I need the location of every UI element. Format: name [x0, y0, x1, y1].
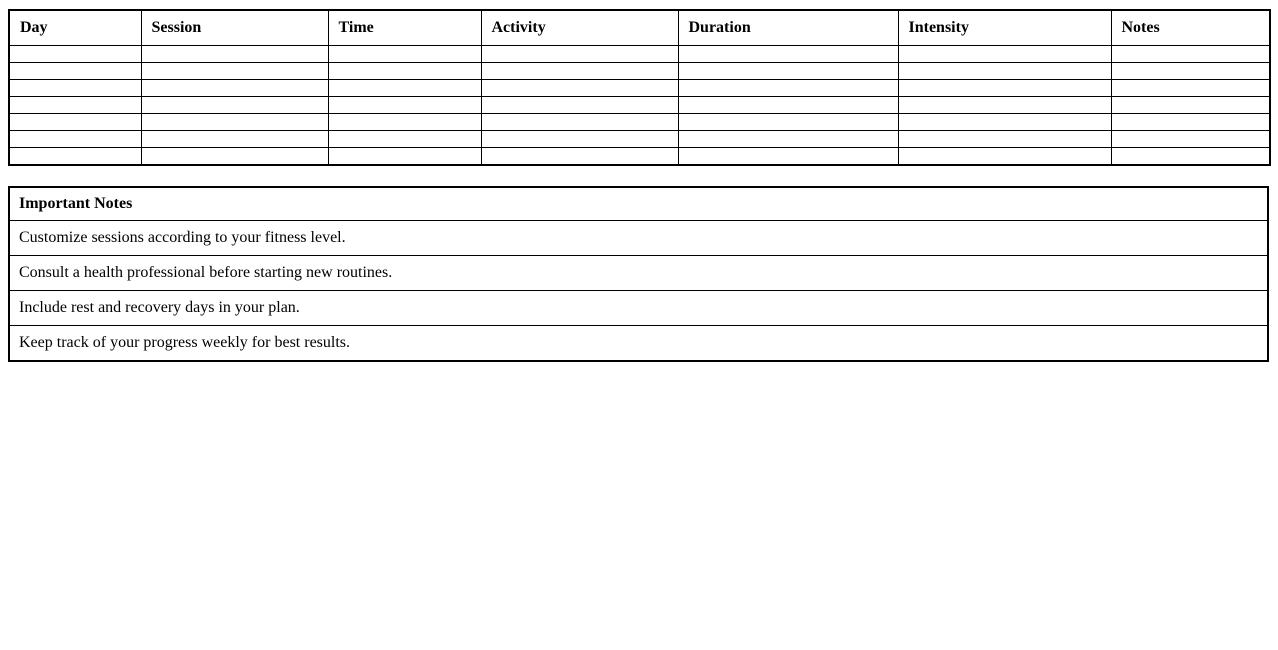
note-text: Consult a health professional before starting new routines. — [9, 256, 1268, 291]
schedule-empty-cell — [481, 80, 678, 97]
schedule-empty-cell — [328, 148, 481, 166]
schedule-empty-cell — [1111, 63, 1270, 80]
important-notes-table — [8, 186, 1269, 362]
column-header-day: Day — [9, 10, 141, 46]
schedule-empty-cell — [678, 80, 898, 97]
schedule-empty-cell — [678, 97, 898, 114]
schedule-empty-cell — [898, 46, 1111, 63]
schedule-empty-cell — [898, 131, 1111, 148]
note-text: Include rest and recovery days in your plan. — [9, 291, 1268, 326]
notes-header: Important Notes — [9, 187, 1268, 221]
schedule-empty-cell — [328, 80, 481, 97]
column-header-activity: Activity — [481, 10, 678, 46]
schedule-empty-cell — [481, 63, 678, 80]
schedule-empty-row — [9, 46, 1270, 63]
note-row — [9, 256, 1268, 291]
schedule-empty-cell — [1111, 80, 1270, 97]
note-row — [9, 221, 1268, 256]
note-text: Keep track of your progress weekly for best results. — [9, 326, 1268, 362]
schedule-empty-cell — [678, 63, 898, 80]
schedule-table — [8, 9, 1271, 166]
schedule-empty-cell — [328, 131, 481, 148]
schedule-empty-cell — [1111, 46, 1270, 63]
schedule-empty-cell — [141, 46, 328, 63]
column-header-session: Session — [141, 10, 328, 46]
schedule-empty-cell — [898, 114, 1111, 131]
schedule-empty-cell — [141, 97, 328, 114]
column-header-intensity: Intensity — [898, 10, 1111, 46]
schedule-header-row — [9, 10, 1270, 46]
schedule-empty-cell — [141, 114, 328, 131]
schedule-empty-cell — [481, 97, 678, 114]
column-header-time: Time — [328, 10, 481, 46]
schedule-empty-cell — [328, 114, 481, 131]
schedule-empty-cell — [9, 148, 141, 166]
note-row — [9, 326, 1268, 362]
schedule-empty-cell — [328, 97, 481, 114]
schedule-empty-cell — [9, 80, 141, 97]
schedule-empty-cell — [481, 114, 678, 131]
schedule-empty-cell — [9, 97, 141, 114]
schedule-empty-cell — [141, 80, 328, 97]
schedule-empty-cell — [1111, 131, 1270, 148]
schedule-empty-cell — [9, 114, 141, 131]
schedule-empty-cell — [328, 63, 481, 80]
schedule-empty-rows — [9, 46, 1270, 166]
schedule-empty-cell — [481, 131, 678, 148]
schedule-empty-cell — [1111, 114, 1270, 131]
schedule-empty-cell — [9, 46, 141, 63]
schedule-empty-cell — [898, 148, 1111, 166]
note-row — [9, 291, 1268, 326]
schedule-empty-row — [9, 148, 1270, 166]
column-header-notes: Notes — [1111, 10, 1270, 46]
schedule-empty-cell — [678, 148, 898, 166]
schedule-empty-cell — [678, 131, 898, 148]
schedule-empty-cell — [141, 63, 328, 80]
schedule-empty-row — [9, 97, 1270, 114]
schedule-empty-cell — [141, 131, 328, 148]
schedule-empty-cell — [481, 46, 678, 63]
schedule-empty-cell — [9, 63, 141, 80]
schedule-empty-cell — [898, 80, 1111, 97]
schedule-empty-cell — [141, 148, 328, 166]
schedule-empty-row — [9, 80, 1270, 97]
schedule-empty-cell — [1111, 97, 1270, 114]
column-header-duration: Duration — [678, 10, 898, 46]
schedule-empty-cell — [898, 97, 1111, 114]
schedule-empty-row — [9, 131, 1270, 148]
schedule-empty-row — [9, 114, 1270, 131]
note-text: Customize sessions according to your fitness level. — [9, 221, 1268, 256]
schedule-empty-cell — [678, 46, 898, 63]
notes-header-row — [9, 187, 1268, 221]
schedule-empty-cell — [898, 63, 1111, 80]
schedule-empty-cell — [9, 131, 141, 148]
schedule-empty-cell — [328, 46, 481, 63]
schedule-empty-cell — [678, 114, 898, 131]
schedule-empty-cell — [481, 148, 678, 166]
schedule-empty-row — [9, 63, 1270, 80]
schedule-empty-cell — [1111, 148, 1270, 166]
